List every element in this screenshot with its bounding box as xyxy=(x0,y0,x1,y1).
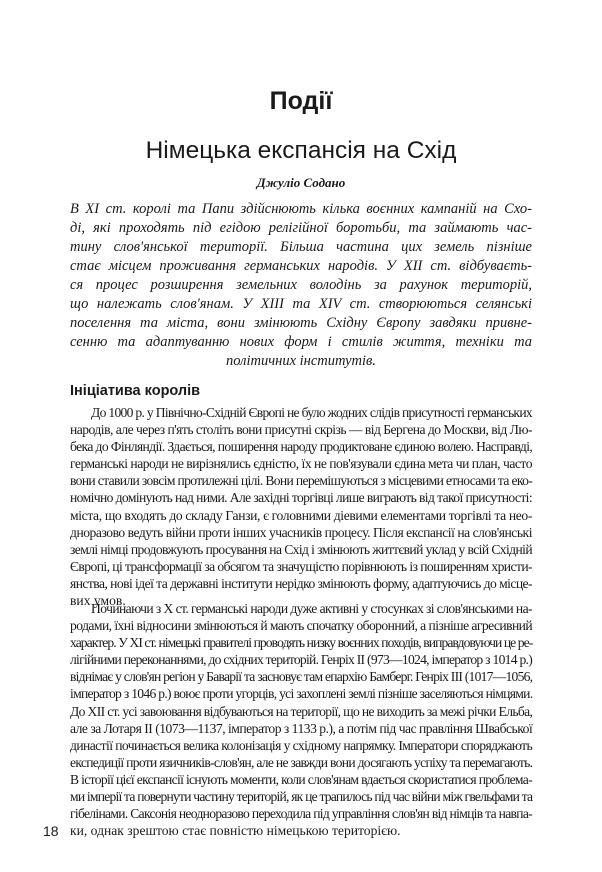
text-line: династії починається велика колонізація у східному напрямку. Імператори споряджають xyxy=(70,737,533,753)
text-line: імператор з 1046 р.) воює проти угорців, усі захоплені землі пізніше заселяються німцями. xyxy=(70,686,533,702)
text-line: народів, але через п'ять століть вони присутні скрізь — від Бергена до Москви, від Лю- xyxy=(70,422,532,438)
text-line: Європі, ці трансформації за обсягом та значущістю порівнюють із поширенням христи- xyxy=(70,558,532,574)
article-author: Джуліо Содано xyxy=(256,175,346,190)
text-line: лігійними переконаннями, до східних територій. Генріх II (973—1024, імператор з 1014 р.) xyxy=(70,652,532,668)
text-line: міста, що входять до складу Ганзи, є головними діевими елементами торгівлі та нео- xyxy=(70,507,532,523)
text-line: янства, нові ідеї та державні інститути нерідко змінюють форму, адаптуючись до місце- xyxy=(70,575,533,591)
text-line: стає місцем проживання германських народів. У XII ст. відбуваєть- xyxy=(70,258,532,274)
text-line: До 1000 р. у Північно-Східній Європі не було жодних слідів присутності германських xyxy=(91,405,532,420)
text-line: поселення та міста, вони змінюють Східну Європу завдяки привне- xyxy=(70,315,532,331)
text-line: номічно домінують над ними. Але західні торгівці лише виграють від такої присутності: xyxy=(70,490,532,506)
text-line: тину слов'янської території. Більша частина цих земель пізніше xyxy=(70,239,532,255)
text-line: ся процес розширення земельних володінь за рахунок територій, xyxy=(70,277,532,293)
text-line: політичних інститутів. xyxy=(226,353,376,369)
paragraph-1 xyxy=(70,404,532,609)
section-title: Події xyxy=(269,87,333,115)
page-number: 18 xyxy=(43,823,59,839)
text-line: ми імперії та повернути частину територій, як це трапилось під час війни між гвельфами та xyxy=(70,789,533,805)
text-line: германські народи не вирізнялись єдністю, їх не пов'язували єдина мета чи план, часто xyxy=(70,456,532,472)
article-title: Німецька експансія на Схід xyxy=(145,137,457,164)
text-line: віднімає у слов'ян регіон у Баварії та засновує там епархію Бамберг. Генріх III (1017—1056, xyxy=(70,669,533,685)
text-line: Починаючи з X ст. германські народи дуже активні у стосунках зі слов'янськими на- xyxy=(91,601,532,616)
text-line: вих умов. xyxy=(70,593,126,609)
text-line: бека до Фінляндії. Здається, поширення народу продиктоване єдиною волею. Насправді, xyxy=(70,439,533,455)
text-line: гібелінами. Саксонія неодноразово переходила під управління слов'ян від німців та навпа- xyxy=(70,806,532,822)
text-line: експедиції проти язичників-слов'ян, але не завжди вони досягають успіху та перемагають. xyxy=(70,754,533,770)
text-line: До XII ст. усі завоювання відбуваються на території, що не виходить за межі річки Ельба, xyxy=(70,703,533,719)
text-line: сенню та адаптуванню нових форм і стилів життя, техніки та xyxy=(70,334,532,350)
text-line: ді, які проходять під егідою релігійної боротьби, та займають час- xyxy=(70,220,532,236)
text-line: В історії цієї експансії існують моменти, коли слов'янам вдається скористатися проблема- xyxy=(70,771,532,787)
text-line: вони ставили зовсім протилежні цілі. Вони перемішуються з місцевими етносами та еко- xyxy=(70,473,533,489)
section-subheading: Ініціатива королів xyxy=(70,383,201,399)
article-abstract xyxy=(70,200,532,371)
text-line: але за Лотаря II (1073—1137, імператор з 1133 р.), а потім під час правління Швабської xyxy=(70,720,533,736)
text-line: характер. У XI ст. німецькі правителі проводять низку воєнних походів, виправдовуючи це ре- xyxy=(70,635,533,651)
text-line: що належать слов'янам. У XIII та XIV ст. створюються селянські xyxy=(70,296,532,312)
text-line: землі німці продовжують просування на Схід і змінюють життєвий уклад у всій Східній xyxy=(70,541,532,557)
text-line: В XI ст. королі та Папи здійснюють кілька воєнних кампаній на Схо- xyxy=(70,201,532,217)
paragraph-2 xyxy=(70,600,532,839)
text-line: ки, однак зрештою стає повністю німецькою територією. xyxy=(70,823,401,839)
text-line: родами, їхні відносини змінюються й мають спочатку оборонний, а пізніше агресивний xyxy=(70,618,533,634)
text-line: дноразово ведуть війни проти інших учасників процесу. Після експансії на слов'янські xyxy=(70,524,532,540)
